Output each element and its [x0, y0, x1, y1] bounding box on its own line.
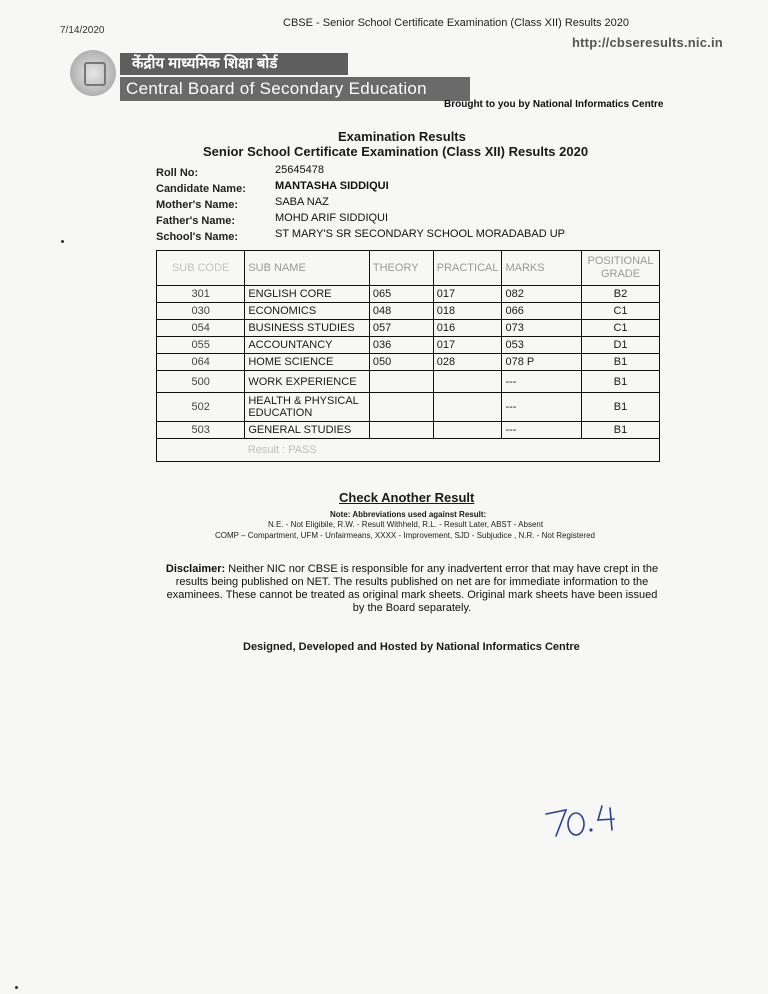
theory-marks-cell: 065 [369, 286, 433, 303]
page-header-title: CBSE - Senior School Certificate Examination (Class XII) Results 2020 [283, 17, 630, 29]
header-sub-name: SUB NAME [245, 251, 370, 286]
cbse-logo-icon [70, 50, 116, 96]
father-name-label: Father's Name: [156, 215, 236, 227]
total-marks-cell: --- [502, 371, 582, 393]
practical-marks-cell: 028 [433, 354, 502, 371]
total-marks-cell: 053 [502, 337, 582, 354]
header-practical: PRACTICAL [433, 251, 502, 286]
positional-grade-cell: B1 [582, 422, 660, 439]
subject-code-cell: 064 [157, 354, 245, 371]
header-marks: MARKS [502, 251, 582, 286]
exam-subtitle: Senior School Certificate Examination (Class XII) Results 2020 [203, 144, 589, 159]
positional-grade-cell: B1 [582, 354, 660, 371]
header-theory: THEORY [369, 251, 433, 286]
theory-marks-cell: 048 [369, 303, 433, 320]
table-row [157, 303, 660, 320]
positional-grade-cell: D1 [582, 337, 660, 354]
subject-code-cell: 503 [157, 422, 245, 439]
banner-english-text: Central Board of Secondary Education [120, 77, 470, 101]
subject-name-cell: HEALTH & PHYSICAL EDUCATION [245, 393, 370, 422]
table-row [157, 422, 660, 439]
abbreviations-note-heading: Note: Abbreviations used against Result: [330, 510, 487, 519]
subject-code-cell: 502 [157, 393, 245, 422]
positional-grade-cell: C1 [582, 303, 660, 320]
site-url[interactable]: http://cbseresults.nic.in [572, 35, 723, 50]
theory-marks-cell: 036 [369, 337, 433, 354]
check-another-result-link[interactable]: Check Another Result [339, 490, 475, 505]
theory-marks-cell [369, 422, 433, 439]
header-sub-code: SUB CODE [157, 251, 245, 286]
practical-marks-cell: 017 [433, 337, 502, 354]
subject-name-cell: GENERAL STUDIES [245, 422, 370, 439]
scan-speck [15, 986, 18, 989]
practical-marks-cell [433, 422, 502, 439]
subject-name-cell: ECONOMICS [245, 303, 370, 320]
disclaimer [162, 563, 662, 615]
table-row [157, 320, 660, 337]
results-table [156, 250, 660, 462]
cbse-banner [120, 53, 470, 101]
table-row [157, 393, 660, 422]
mother-name-label: Mother's Name: [156, 199, 239, 211]
roll-value: 25645478 [275, 164, 324, 176]
table-row [157, 354, 660, 371]
school-name-label: School's Name: [156, 231, 239, 243]
table-row [157, 371, 660, 393]
disclaimer-label: Disclaimer: [165, 563, 226, 575]
table-row [157, 286, 660, 303]
subject-name-cell: WORK EXPERIENCE [245, 371, 370, 393]
scan-speck [61, 240, 64, 243]
candidate-name-value: MANTASHA SIDDIQUI [275, 180, 389, 192]
subject-code-cell: 030 [157, 303, 245, 320]
total-marks-cell: 066 [502, 303, 582, 320]
subject-name-cell: ACCOUNTANCY [245, 337, 370, 354]
positional-grade-cell: B2 [582, 286, 660, 303]
total-marks-cell: 082 [502, 286, 582, 303]
handwritten-percentage [540, 800, 630, 842]
positional-grade-cell: B1 [582, 371, 660, 393]
roll-label: Roll No: [156, 167, 199, 179]
banner-hindi-text: केंद्रीय माध्यमिक शिक्षा बोर्ड [120, 53, 348, 75]
subject-name-cell: ENGLISH CORE [245, 286, 370, 303]
school-name-value: ST MARY'S SR SECONDARY SCHOOL MORADABAD UP [275, 228, 566, 240]
print-date: 7/14/2020 [60, 25, 105, 36]
practical-marks-cell: 016 [433, 320, 502, 337]
disclaimer-text: Neither NIC nor CBSE is responsible for any inadvertent error that may have crept in the results being published on NET. The results published on net are for immediate information to the examinees. These cannot be treated as original mark sheets. Original mark sheets have been issued by the Board separately. [166, 563, 659, 614]
mother-name-value: SABA NAZ [275, 196, 329, 208]
subject-name-cell: HOME SCIENCE [245, 354, 370, 371]
theory-marks-cell: 057 [369, 320, 433, 337]
subject-name-cell: BUSINESS STUDIES [245, 320, 370, 337]
total-marks-cell: --- [502, 393, 582, 422]
practical-marks-cell: 017 [433, 286, 502, 303]
practical-marks-cell [433, 393, 502, 422]
results-header-row [157, 251, 660, 286]
table-row [157, 337, 660, 354]
positional-grade-cell: C1 [582, 320, 660, 337]
practical-marks-cell: 018 [433, 303, 502, 320]
candidate-name-label: Candidate Name: [156, 183, 246, 195]
practical-marks-cell [433, 371, 502, 393]
abbreviations-line-1: N.E. - Not Eligibile, R.W. - Result Withheld, R.L. - Result Later, ABST - Absent [268, 520, 544, 529]
father-name-value: MOHD ARIF SIDDIQUI [275, 212, 389, 224]
header-positional-grade: POSITIONAL GRADE [582, 251, 660, 286]
theory-marks-cell [369, 371, 433, 393]
positional-grade-cell: B1 [582, 393, 660, 422]
brought-by-text: Brought to you by National Informatics Centre [444, 99, 664, 110]
subject-code-cell: 500 [157, 371, 245, 393]
subject-code-cell: 055 [157, 337, 245, 354]
result-status: Result : PASS [247, 444, 317, 456]
total-marks-cell: --- [502, 422, 582, 439]
total-marks-cell: 073 [502, 320, 582, 337]
exam-title: Examination Results [338, 129, 466, 144]
result-row [157, 439, 660, 462]
theory-marks-cell: 050 [369, 354, 433, 371]
abbreviations-line-2: COMP – Compartment, UFM - Unfairmeans, XXXX - Improvement, SJD - Subjudice , N.R. - Not Registered [215, 531, 595, 540]
subject-code-cell: 054 [157, 320, 245, 337]
subject-code-cell: 301 [157, 286, 245, 303]
total-marks-cell: 078 P [502, 354, 582, 371]
designed-by-text: Designed, Developed and Hosted by National Informatics Centre [243, 641, 580, 653]
theory-marks-cell [369, 393, 433, 422]
